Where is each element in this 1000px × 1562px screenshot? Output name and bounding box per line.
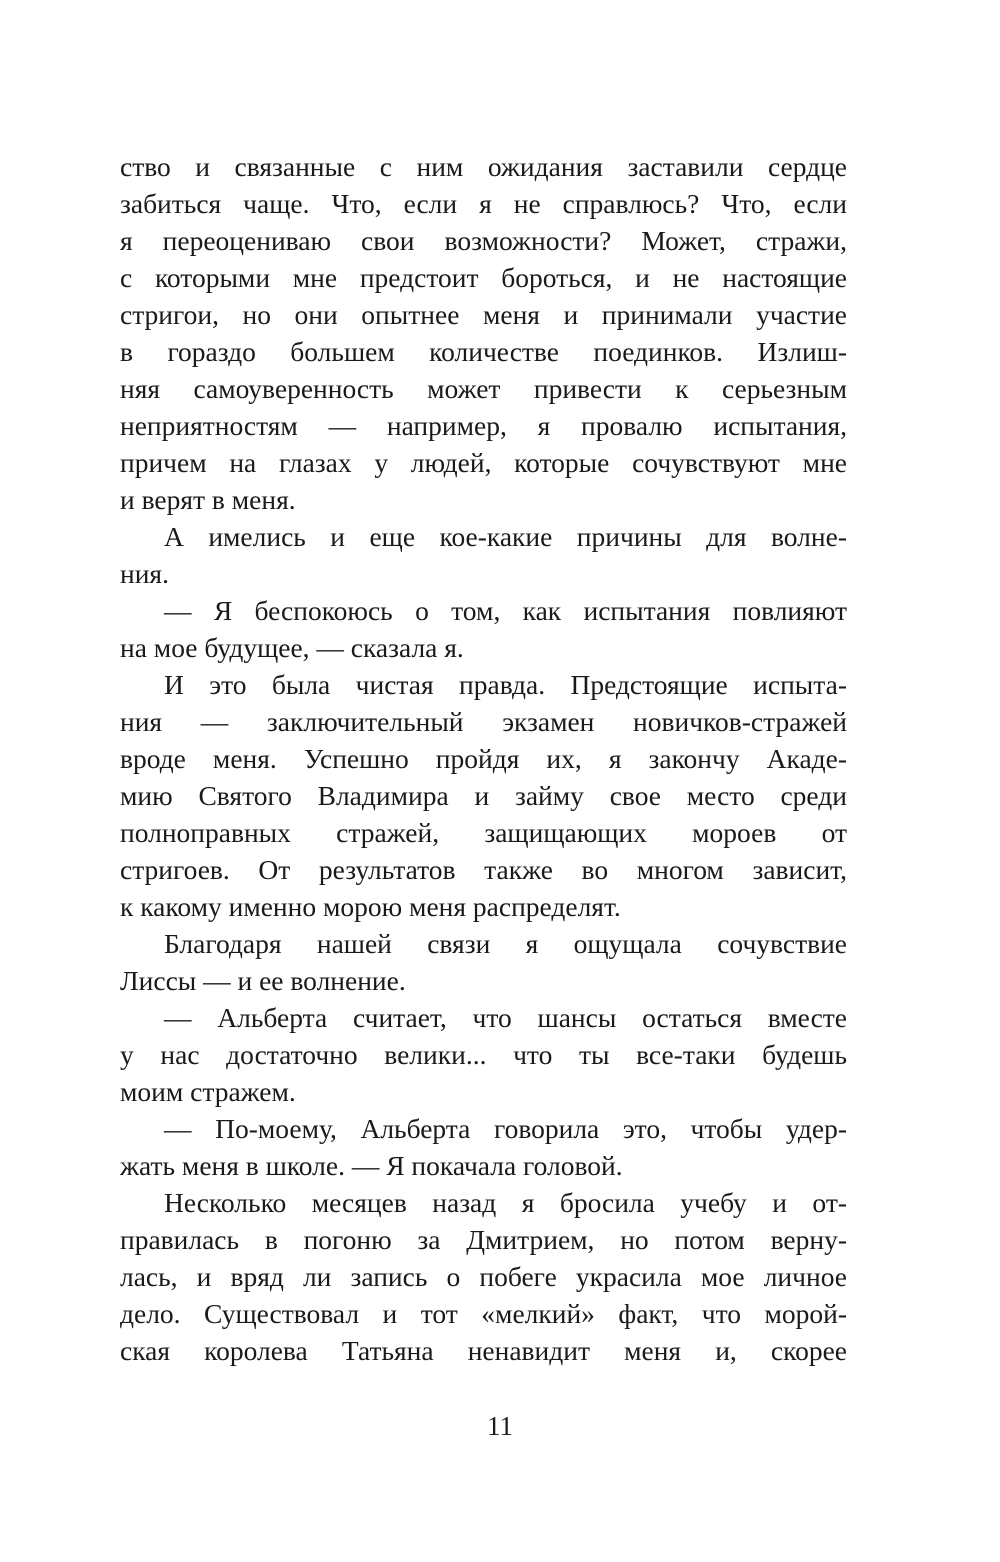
text-line: причем на глазах у людей, которые сочувствуют мне [120,447,847,478]
text-line: я переоцениваю свои возможности? Может, стражи, [120,225,847,256]
text-line: стригои, но они опытнее меня и принимали участие [120,299,847,330]
text-line: у нас достаточно велики... что ты все-таки будешь [120,1039,847,1070]
page-number: 11 [487,1411,513,1441]
text-line: на мое будущее, — сказала я. [120,632,464,663]
text-line: вроде меня. Успешно пройдя их, я закончу Акаде- [120,743,847,774]
text-line: правилась в погоню за Дмитрием, но потом верну- [120,1224,847,1255]
text-line: жать меня в школе. — Я покачала головой. [120,1150,623,1181]
text-line: ния — заключительный экзамен новичков-стражей [120,706,847,737]
text-line: ния. [120,558,169,589]
text-line: и верят в меня. [120,484,296,515]
text-line: к какому именно морою меня распределят. [120,891,621,922]
text-line: с которыми мне предстоит бороться, и не настоящие [120,262,847,293]
text-line: Лиссы — и ее волнение. [120,965,406,996]
text-line: няя самоуверенность может привести к серьезным [120,373,847,404]
text-line: ская королева Татьяна ненавидит меня и, скорее [120,1335,847,1366]
text-line: — Альберта считает, что шансы остаться вместе [164,1002,847,1033]
text-line: Благодаря нашей связи я ощущала сочувствие [164,928,847,959]
text-line: А имелись и еще кое-какие причины для волне- [164,521,847,552]
text-line: стригоев. От результатов также во многом зависит, [120,854,847,885]
body-text [120,148,847,1369]
text-line: И это была чистая правда. Предстоящие испыта- [164,669,847,700]
text-line: — По-моему, Альберта говорила это, чтобы удер- [164,1113,847,1144]
text-line: забиться чаще. Что, если я не справлюсь? Что, если [120,188,847,219]
text-line: лась, и вряд ли запись о побеге украсила мое личное [120,1261,847,1292]
text-line: неприятностям — например, я провалю испытания, [120,410,847,441]
text-line: дело. Существовал и тот «мелкий» факт, что морой- [120,1298,847,1329]
text-line: моим стражем. [120,1076,296,1107]
text-line: полноправных стражей, защищающих мороев от [120,817,847,848]
text-line: — Я беспокоюсь о том, как испытания повлияют [164,595,847,626]
text-line: мию Святого Владимира и займу свое место среди [120,780,847,811]
text-line: Несколько месяцев назад я бросила учебу и от- [164,1187,847,1218]
text-line: ство и связанные с ним ожидания заставили сердце [120,151,847,182]
text-line: в гораздо большем количестве поединков. Излиш- [120,336,847,367]
